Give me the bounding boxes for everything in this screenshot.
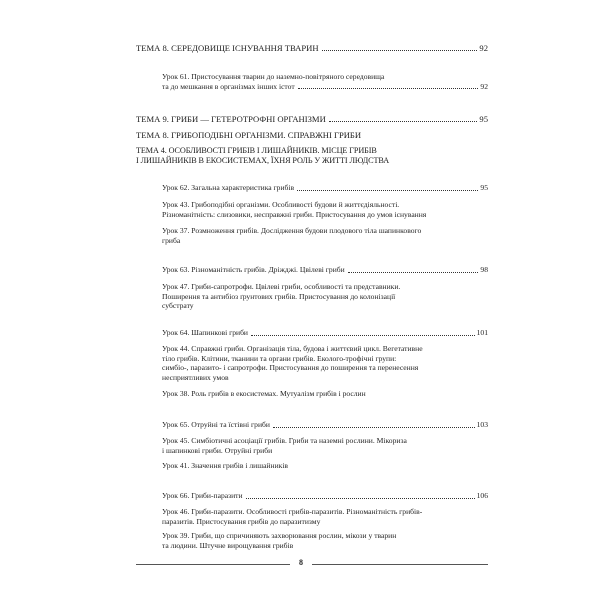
toc-sub-lesson-47[interactable] xyxy=(162,282,488,311)
leader-dots xyxy=(298,88,479,89)
toc-sub-lesson-38[interactable]: Урок 38. Роль грибів в екосистемах. Мутуалізм грибів і рослин xyxy=(162,389,366,398)
lesson-line-last xyxy=(162,82,488,92)
sub-line: паразитів. Пристосування грибів до паразитизму xyxy=(162,516,321,526)
lesson-title: Урок 65. Отруйні та їстівні гриби xyxy=(162,420,270,429)
toc-lesson-62[interactable] xyxy=(162,183,488,193)
page-ref: 98 xyxy=(480,265,488,274)
sub-line: Різноманітність: слизовики, несправжні гриби. Пристосування до умов існування xyxy=(162,209,427,219)
page-ref: 101 xyxy=(476,328,488,337)
lesson-title: Урок 62. Загальна характеристика грибів xyxy=(162,183,295,192)
lesson-title: Урок 66. Гриби-паразити xyxy=(162,491,243,500)
toc-lesson-65[interactable] xyxy=(162,420,488,430)
sub-line: Урок 45. Симбіотичні асоціації грибів. Гриби та наземні рослини. Мікориза xyxy=(162,436,407,445)
sub-line: субстрату xyxy=(162,301,194,311)
topic-line: ТЕМА 4. ОСОБЛИВОСТІ ГРИБІВ І ЛИШАЙНИКІВ. МІСЦЕ ГРИБІВ xyxy=(136,146,377,155)
page-ref: 95 xyxy=(480,183,488,192)
leader-dots xyxy=(322,50,478,51)
page-ref: 92 xyxy=(480,81,488,91)
toc-lesson-64[interactable] xyxy=(162,328,488,338)
sub-line: Урок 47. Гриби-сапротрофи. Цвілеві гриби, особливості та представники. xyxy=(162,282,401,291)
toc-lesson-61[interactable] xyxy=(162,72,488,91)
sub-line: Поширення та антибіоз ґрунтових грибів. Пристосування до колонізації xyxy=(162,291,396,301)
page-number: 8 xyxy=(299,558,303,567)
toc-topic-9[interactable] xyxy=(136,114,488,124)
toc-sub-lesson-43[interactable] xyxy=(162,200,488,219)
sub-line: симбіо-, паразито- і сапротрофи. Пристосування до поширення та перенесення xyxy=(162,363,419,373)
topic-line: І ЛИШАЙНИКІВ В ЕКОСИСТЕМАХ, ЇХНЯ РОЛЬ У ЖИТТІ ЛЮДСТВА xyxy=(136,156,390,165)
leader-dots xyxy=(348,272,479,273)
toc-lesson-66[interactable] xyxy=(162,491,488,501)
lesson-title: Урок 64. Шапинкові гриби xyxy=(162,328,248,337)
toc-sub-lesson-39[interactable] xyxy=(162,531,488,550)
topic-title: ТЕМА 9. ГРИБИ — ГЕТЕРОТРОФНІ ОРГАНІЗМИ xyxy=(136,114,326,124)
leader-dots xyxy=(251,335,475,336)
sub-line: несприятливих умов xyxy=(162,372,229,382)
lesson-line-text: та до мешкання в організмах інших істот xyxy=(162,81,295,91)
toc-sub-lesson-44[interactable] xyxy=(162,344,488,382)
page-ref: 103 xyxy=(476,420,488,429)
sub-line: Урок 37. Розмноження грибів. Дослідження будови плодового тіла шапинкового xyxy=(162,226,422,235)
toc-topic-8-environment[interactable] xyxy=(136,43,488,53)
toc-sub-lesson-45[interactable] xyxy=(162,436,488,455)
sub-line: Урок 44. Справжні гриби. Організація тіла, будова і життєвий цикл. Вегетативне xyxy=(162,344,423,353)
page-ref: 92 xyxy=(479,43,488,53)
page-ref: 106 xyxy=(476,491,488,500)
leader-dots xyxy=(246,498,475,499)
sub-line: Урок 46. Гриби-паразити. Особливості грибів-паразитів. Різноманітність грибів- xyxy=(162,507,423,516)
toc-sub-lesson-37[interactable] xyxy=(162,226,488,245)
sub-line: і шапинкові гриби. Отруйні гриби xyxy=(162,445,273,455)
topic-title: ТЕМА 8. СЕРЕДОВИЩЕ ІСНУВАННЯ ТВАРИН xyxy=(136,43,319,53)
leader-dots xyxy=(273,427,475,428)
lesson-line: Урок 61. Пристосування тварин до наземно-повітряного середовища xyxy=(162,72,385,81)
toc-sub-lesson-41[interactable]: Урок 41. Значення грибів і лишайників xyxy=(162,461,289,470)
sub-line: та людини. Штучне вирощування грибів xyxy=(162,540,294,550)
leader-dots xyxy=(329,121,478,122)
sub-line: тіло грибів. Клітини, тканини та органи грибів. Еколого-трофічні групи: xyxy=(162,353,397,363)
sub-line: гриба xyxy=(162,235,181,245)
leader-dots xyxy=(297,190,478,191)
toc-sub-lesson-46[interactable] xyxy=(162,507,488,526)
lesson-title: Урок 63. Різноманітність грибів. Дріжджі. Цвілеві гриби xyxy=(162,265,345,274)
footer-rule-left xyxy=(136,564,290,565)
sub-line: Урок 43. Грибоподібні організми. Особливості будови й життєдіяльності. xyxy=(162,200,400,209)
toc-topic-4[interactable] xyxy=(136,146,466,166)
footer-rule-right xyxy=(312,564,488,565)
sub-line: Урок 39. Гриби, що спричиняють захворювання рослин, мікози у тварин xyxy=(162,531,397,540)
page-ref: 95 xyxy=(479,114,488,124)
toc-topic-8-fungi[interactable]: ТЕМА 8. ГРИБОПОДІБНІ ОРГАНІЗМИ. СПРАВЖНІ ГРИБИ xyxy=(136,130,362,140)
toc-lesson-63[interactable] xyxy=(162,265,488,275)
